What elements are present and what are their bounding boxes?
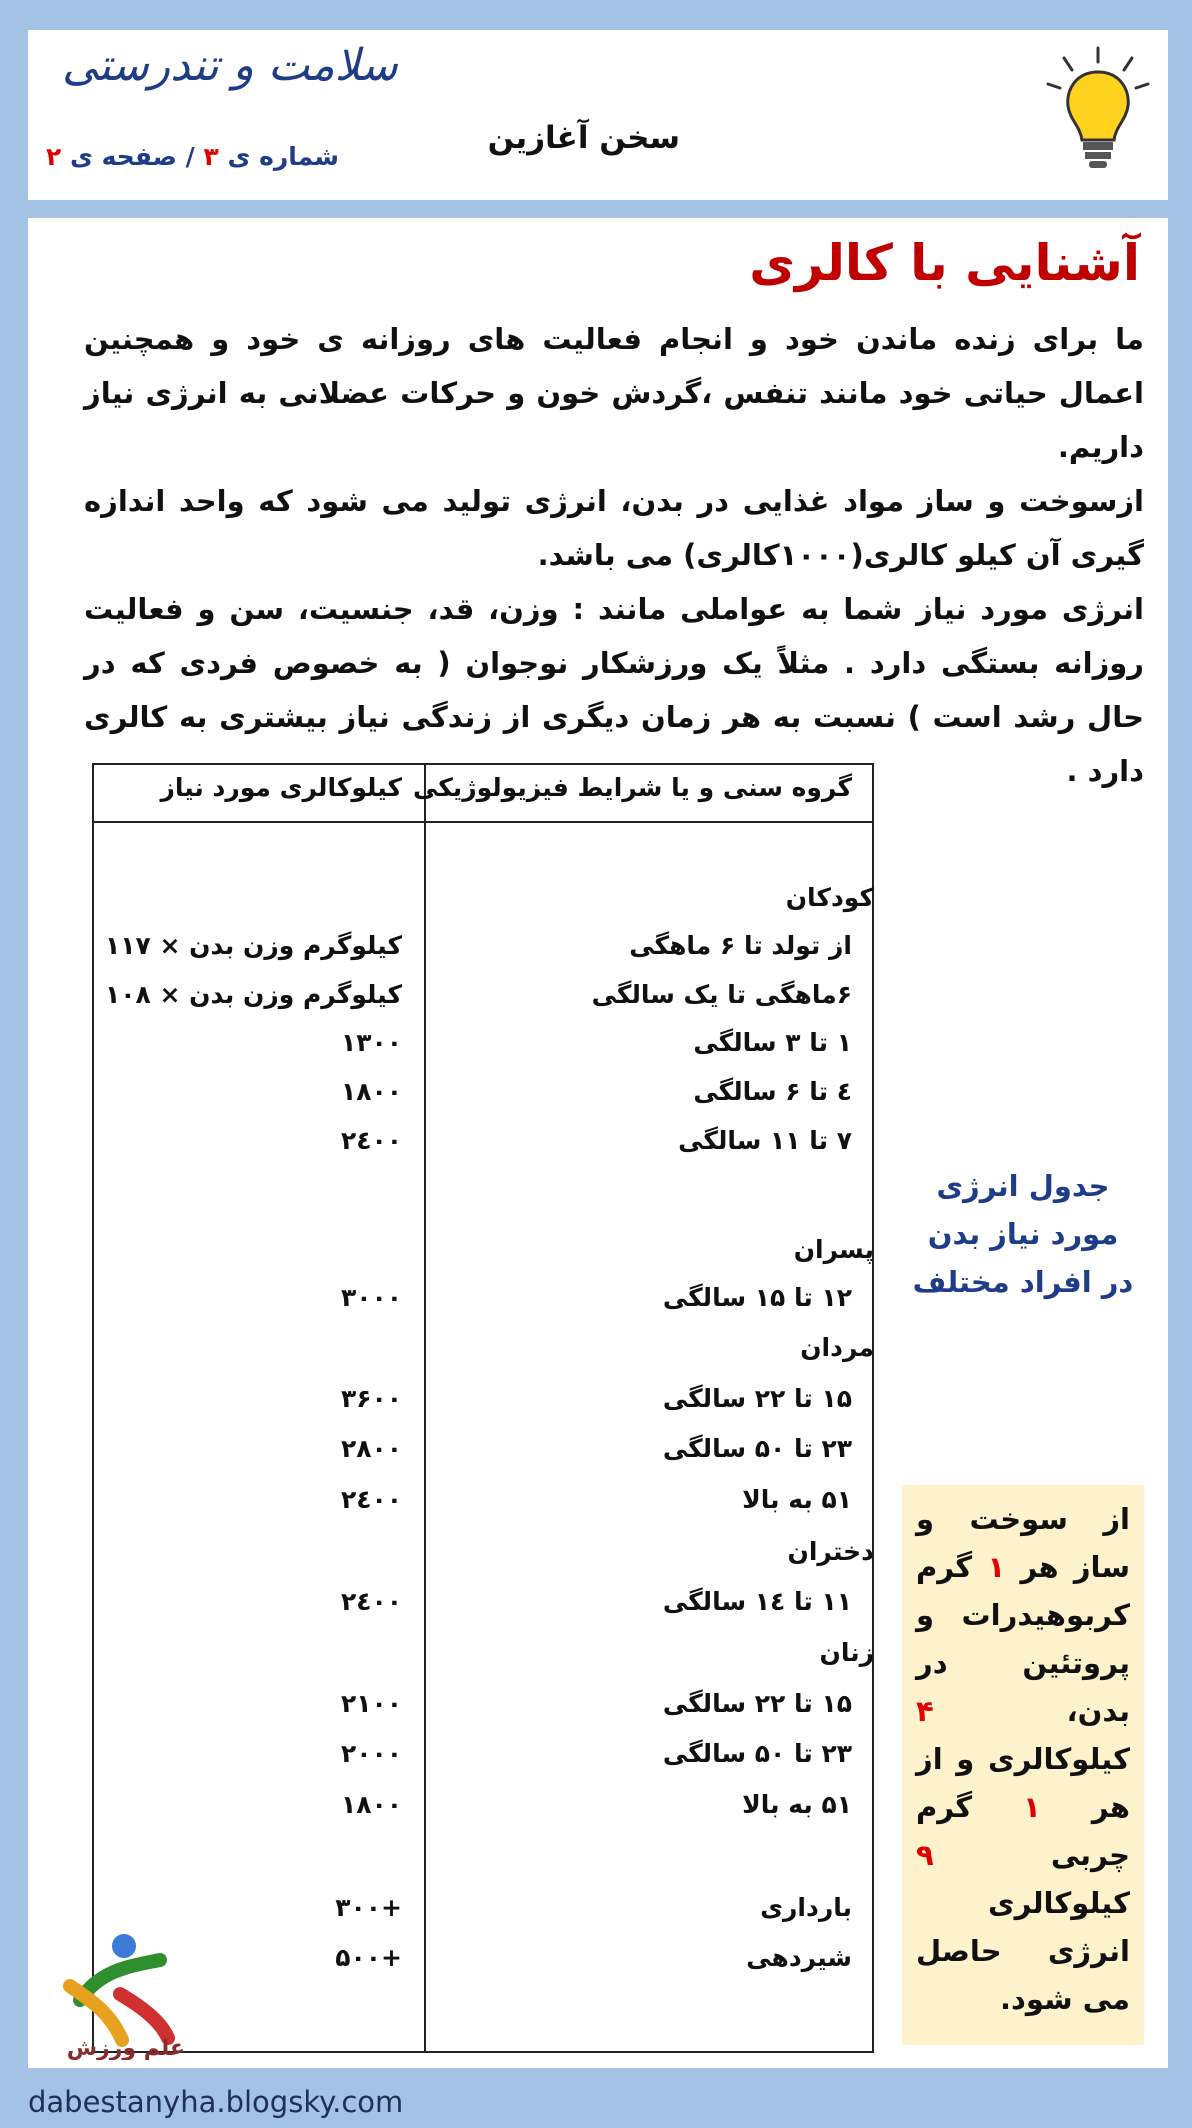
group-girls: دختران (787, 1537, 874, 1566)
row-label: ۱ تا ۳ سالگی (693, 1028, 852, 1057)
row-value: کیلوگرم وزن بدن × ۱۰۸ (104, 980, 402, 1009)
note-number: ۹ (916, 1838, 934, 1872)
group-men: مردان (800, 1333, 874, 1362)
sport-logo-icon (50, 1930, 200, 2060)
header-group: گروه سنی و یا شرایط فیزیولوژیکی (412, 773, 852, 802)
footer-url[interactable]: dabestanyha.blogsky.com (28, 2085, 404, 2119)
group-children: کودکان (785, 883, 874, 912)
row-value: ۲۱۰۰ (340, 1689, 402, 1718)
note-number: ۱ (1023, 1790, 1041, 1824)
row-label: ۱۵ تا ۲۲ سالگی (662, 1384, 852, 1413)
paragraph-3: انرژی مورد نیاز شما به عواملی مانند : وزن، قد، جنسیت، سن و فعالیت روزانه بستگی دارد . مثلاً یک ورزشکار نوجوان ( به خصوص فردی که در حال رشد است ) نسبت به هر زمان دیگری از زندگی نیاز بیشتری به کالری دارد . (84, 592, 1144, 788)
note-text: کیلوکالری انرژی حاصل می شود. (916, 1886, 1130, 2016)
note-number: ۴ (916, 1694, 934, 1728)
row-label: ۱۱ تا ۱٤ سالگی (662, 1587, 852, 1616)
row-label: ۱۲ تا ۱۵ سالگی (662, 1283, 852, 1312)
row-value: ۳۰۰۰ (340, 1283, 402, 1312)
header-kcal: کیلوکالری مورد نیاز (160, 773, 402, 802)
row-label: ۲۳ تا ۵۰ سالگی (662, 1434, 852, 1463)
issue-separator: / صفحه ی (69, 142, 195, 171)
group-boys: پسران (793, 1235, 874, 1264)
row-value: ۲٤۰۰ (340, 1126, 402, 1155)
table-column-divider (424, 765, 426, 2051)
calorie-table (92, 763, 874, 2053)
row-label: بارداری (760, 1893, 852, 1922)
note-text: از سوخت و ساز هر (916, 1502, 1130, 1584)
note-text: گرم کربوهیدرات و پروتئین در بدن، (916, 1550, 1130, 1728)
row-value: +۳۰۰ (335, 1893, 402, 1922)
lightbulb-icon (1040, 44, 1150, 174)
row-label: ۷ تا ۱۱ سالگی (678, 1126, 852, 1155)
note-text: کیلوکالری و از هر (916, 1742, 1130, 1824)
issue-info (46, 142, 339, 171)
row-value: ۱۸۰۰ (340, 1077, 402, 1106)
row-label: شیردهی (746, 1943, 852, 1972)
paragraph-2: ازسوخت و ساز مواد غذایی در بدن، انرژی تولید می شود که واحد اندازه گیری آن کیلو کالری(۱۰۰۰کالری) می باشد. (84, 484, 1144, 572)
row-value: ۱۸۰۰ (340, 1790, 402, 1819)
section-label: سخن آغازین (487, 120, 680, 156)
row-value: کیلوگرم وزن بدن × ۱۱۷ (104, 931, 402, 960)
logo-text: علم ورزش (66, 2036, 185, 2060)
table-caption: جدول انرژی مورد نیاز بدن در افراد مختلف (912, 1169, 1134, 1299)
page-number: ۲ (46, 142, 62, 171)
row-value: ۲٤۰۰ (340, 1587, 402, 1616)
row-value: ۲۰۰۰ (340, 1739, 402, 1768)
paragraph-1: ما برای زنده ماندن خود و انجام فعالیت های روزانه ی خود و همچنین اعمال حیاتی خود مانند تنفس ،گردش خون و حرکات عضلانی به انرژی نیاز داریم. (84, 322, 1144, 464)
magazine-title: سلامت و تندرستی (62, 40, 398, 91)
row-label: ۶ماهگی تا یک سالگی (591, 980, 852, 1009)
issue-prefix: شماره ی (227, 142, 339, 171)
row-label: ۲۳ تا ۵۰ سالگی (662, 1739, 852, 1768)
row-value: ۲۸۰۰ (340, 1434, 402, 1463)
row-value: ۲٤۰۰ (340, 1485, 402, 1514)
row-label: ۵۱ به بالا (742, 1790, 852, 1819)
group-women: زنان (819, 1638, 874, 1667)
note-text: گرم چربی (916, 1790, 1130, 1872)
row-label: ۵۱ به بالا (742, 1485, 852, 1514)
article-title: آشنایی با کالری (749, 234, 1140, 292)
energy-note-box (902, 1485, 1144, 2045)
row-label: ۱۵ تا ۲۲ سالگی (662, 1689, 852, 1718)
issue-number: ۳ (203, 142, 219, 171)
article-body (84, 312, 1144, 798)
table-header-divider (94, 821, 872, 823)
row-value: ۱۳۰۰ (340, 1028, 402, 1057)
row-value: +۵۰۰ (335, 1943, 402, 1972)
note-number: ۱ (987, 1550, 1006, 1584)
row-label: از تولد تا ۶ ماهگی (629, 931, 852, 960)
row-value: ۳۶۰۰ (340, 1384, 402, 1413)
row-label: ٤ تا ۶ سالگی (693, 1077, 852, 1106)
